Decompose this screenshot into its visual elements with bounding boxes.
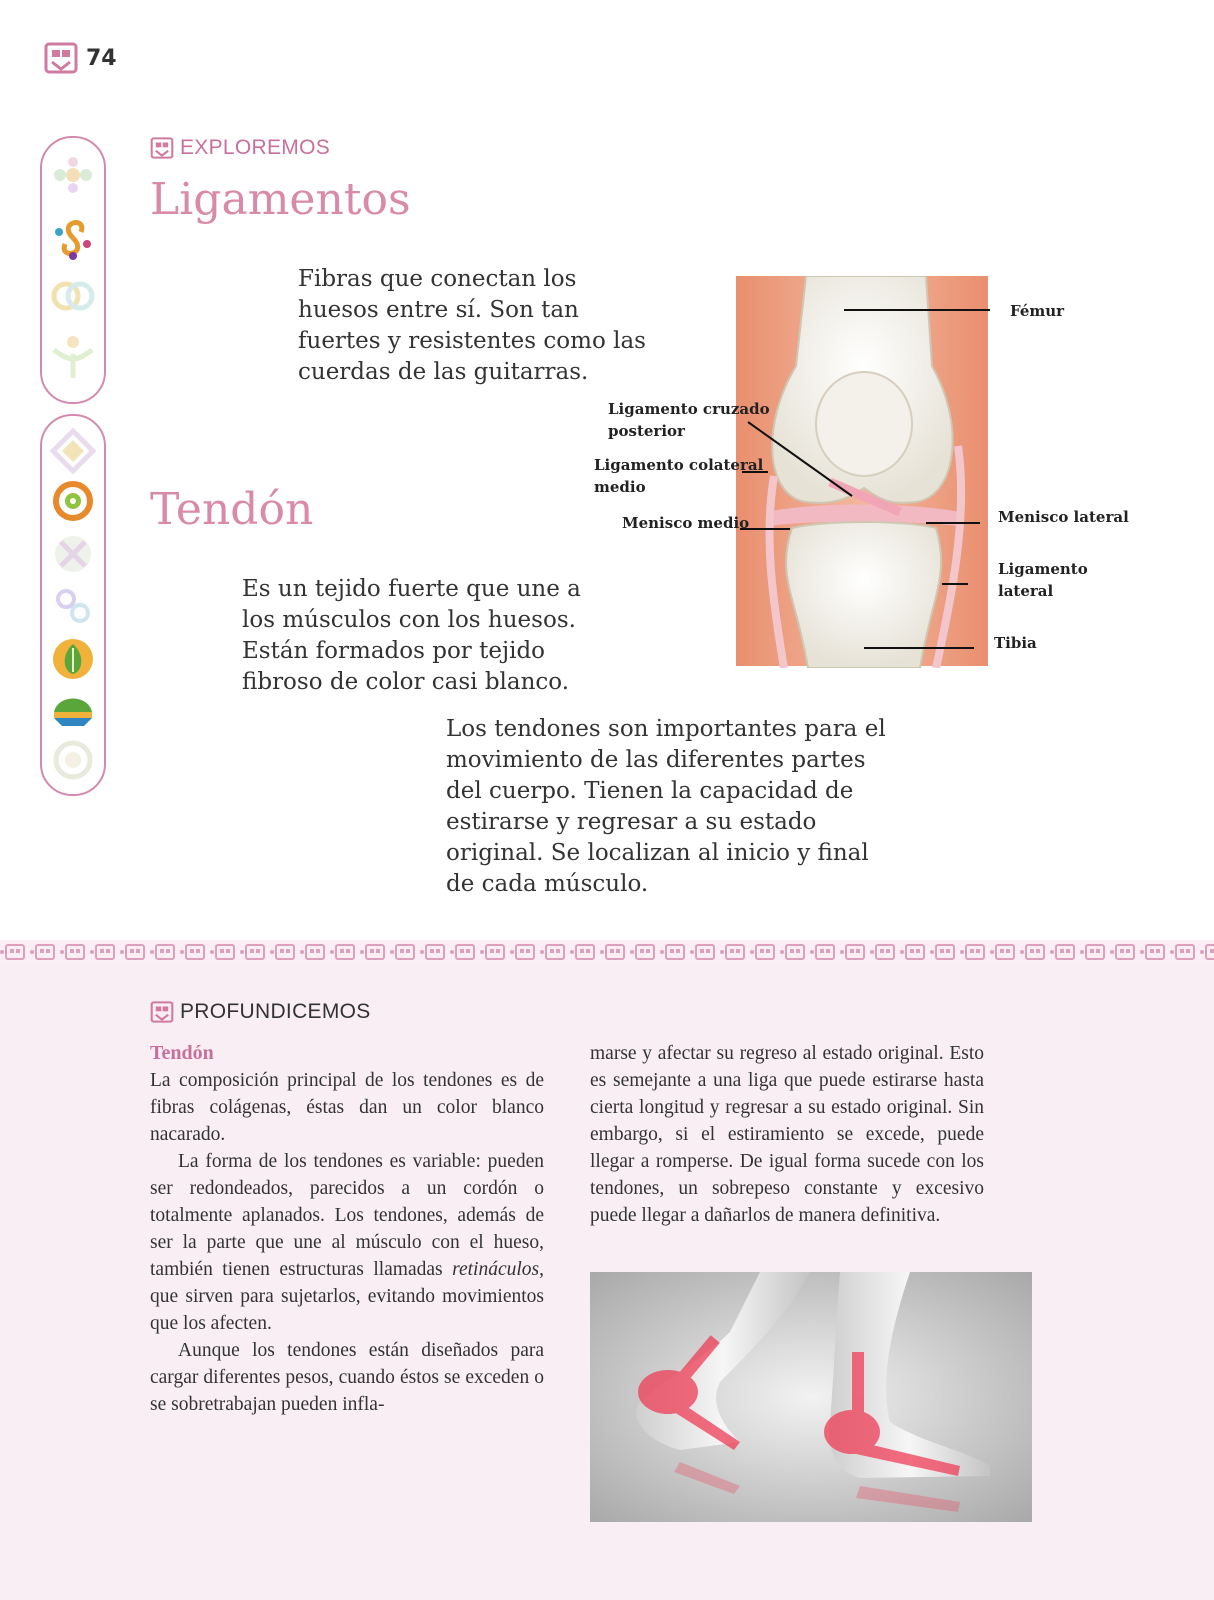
chain-icon-faded (51, 584, 95, 628)
label-femur: Fémur (1010, 302, 1065, 320)
ring-icon (50, 478, 96, 524)
deep-paragraph-2-b: , que sirven para sujetarlos, evitando movimientos que los afecten. (150, 1259, 544, 1334)
decorative-glyph-icon (150, 1001, 174, 1023)
label-menisco-lateral: Menisco lateral (998, 508, 1129, 526)
deep-paragraph-2 (150, 1148, 544, 1337)
title-ligamentos: Ligamentos (150, 174, 411, 225)
ligamentos-text: Fibras que conectan los huesos entre sí. Son tan fuertes y resistentes como las cuerdas de las guitarras. (298, 266, 646, 385)
title-tendon: Tendón (150, 484, 314, 535)
deep-paragraph-3: Aunque los tendones están diseñados para cargar diferentes pesos, cuando éstos se exceden o se sobretrabajan pueden infla- (150, 1340, 544, 1415)
section-label-profundicemos (150, 1000, 371, 1024)
knot-icon-faded (49, 272, 97, 320)
side-rail-top (40, 136, 106, 404)
deep-subtitle: Tendón (150, 1042, 214, 1064)
label-menisco-medio: Menisco medio (622, 514, 750, 532)
decorative-glyph-icon (150, 137, 174, 159)
label-ligamento-lateral: Ligamento lateral (998, 560, 1088, 600)
dome-icon (50, 692, 96, 728)
deep-paragraph-1: La composición principal de los tendones es de fibras colágenas, éstas dan un color blanco nacarado. (150, 1070, 544, 1145)
section-label-text: EXPLOREMOS (180, 136, 331, 159)
deep-column-left (150, 1040, 544, 1418)
label-tibia: Tibia (994, 634, 1037, 652)
side-rail-bottom (40, 414, 106, 796)
deep-paragraph-4: marse y afectar su regreso al estado original. Esto es semejante a una liga que puede estirarse hasta cierta longitud y regresar a su estado original. Sin embargo, si el estiramiento se excede, puede llegar a romperse. De igual forma sucede con los tendones, un sobrepeso constante y excesivo puede llegar a dañarlos de manera definitiva. (590, 1043, 984, 1226)
deep-paragraph-2-em: retináculos (452, 1259, 540, 1280)
deep-paragraph-2-a: La forma de los tendones es variable: pueden ser redondeados, parecidos a un cordón o totalmente aplanados. Los tendones, además de ser la parte que une al músculo con el hueso, también tienen estructuras llamadas (150, 1151, 544, 1280)
tendon-text: Es un tejido fuerte que une a los músculos con los huesos. Están formados por tejido fibroso de color casi blanco. (242, 576, 581, 695)
page-number-block (44, 42, 117, 74)
deep-column-right (590, 1040, 984, 1229)
feet-illustration (590, 1272, 1032, 1522)
figure-icon-faded (50, 332, 96, 382)
section-label-exploremos (150, 136, 330, 160)
flower-icon-faded (50, 154, 96, 196)
spiral-icon-faded (51, 738, 95, 782)
tendon-text-2: Los tendones son importantes para el movimiento de las diferentes partes del cuerpo. Tienen la capacidad de estirarse y regresar a su estado original. Se localizan al inicio y final de cada músculo. (446, 716, 886, 897)
swirl-icon (47, 212, 99, 264)
cross-circle-icon-faded (51, 532, 95, 576)
label-ligamento-colateral: Ligamento colateral medio (594, 456, 764, 496)
decorative-glyph-icon (44, 42, 78, 74)
leaf-icon (50, 636, 96, 682)
page-number: 74 (86, 45, 117, 71)
section-label-text: PROFUNDICEMOS (180, 1000, 371, 1023)
decorative-border-band (0, 940, 1214, 964)
diamond-icon-faded (50, 428, 96, 474)
label-ligamento-cruzado: Ligamento cruzado posterior (608, 400, 770, 440)
